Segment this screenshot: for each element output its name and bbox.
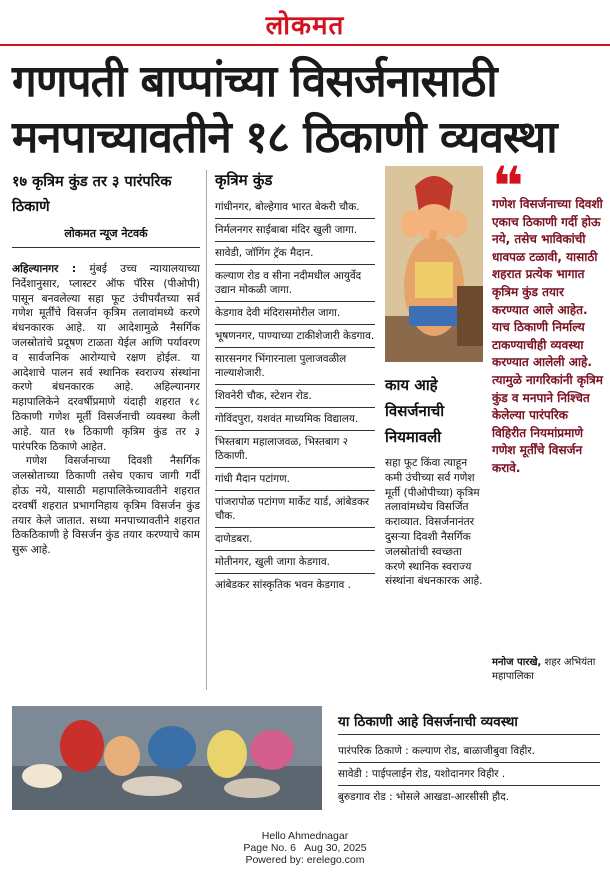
author-name: मनोज पारखे,	[492, 657, 542, 668]
list-item: गांधी मैदान पटांगण.	[215, 468, 375, 491]
footer-powered-by: Powered by: erelego.com	[245, 854, 365, 866]
quote-author	[492, 656, 604, 684]
immersion-illustration	[12, 706, 322, 810]
list-item: सारसनगर भिंगारनाला पुलाजवळील नाल्याशेजारी.	[215, 348, 375, 385]
list-item: पांजरापोळ पटांगण मार्केट यार्ड, आंबेडकर चौक.	[215, 491, 375, 528]
quote-mark-icon: ❝	[492, 155, 524, 218]
page-footer	[0, 830, 610, 866]
article-body	[12, 262, 200, 558]
list-item: शिवनेरी चौक, स्टेशन रोड.	[215, 385, 375, 408]
article-para-1: अहिल्यानगर : मुंबई उच्च न्यायालयाच्या निर्देशानुसार, प्लास्टर ऑफ पॅरिस (पीओपी) पासून बनवलेल्या सहा फूट उंचीपर्यंतच्या सर्व गणेश मूर्तींचे विसर्जन कृत्रिम तलावांमध्ये करणे बंधनकारक आहे. या आदेशामुळे नैसर्गिक जलस्रोतांचे प्रदूषण टाळता येईल आणि पर्यावरण व सार्वजनिक आरोग्याचे रक्षण होईल. या आदेशाचे पालन सर्व स्थानिक स्वराज्य संस्थांना करणे बंधनकारक आहे. अहिल्यानगर महापालिकेने दरवर्षीप्रमाणे यंदाही शहरात १८ ठिकाणी गणेश मूर्ती विसर्जनाची व्यवस्था केली आहे. यात १७ ठिकाणी कृत्रिम कुंड तर ३ पारंपरिक ठिकाणे आहेत.	[12, 263, 200, 453]
kund-list-title: कृत्रिम कुंड	[215, 171, 273, 189]
masthead-logo: लोकमत	[265, 11, 345, 41]
list-item: गांधीनगर, बोल्हेगाव भारत बेकरी चौक.	[215, 196, 375, 219]
ganesh-idol-illustration	[385, 166, 483, 362]
rules-body: सहा फूट किंवा त्याहून कमी उंचीच्या सर्व गणेश मूर्ती (पीओपीच्या) कृत्रिम तलावांमध्येच विसर्जित कराव्यात. विसर्जनानंतर दुसऱ्या दिवशी नैसर्गिक जलस्रोतांची स्वच्छता करणे स्थानिक स्वराज्य संस्थांना बंधनकारक आहे.	[385, 457, 483, 588]
list-item: मोतीनगर, खुली जागा केडगाव.	[215, 551, 375, 574]
list-item: दाणेडबरा.	[215, 528, 375, 551]
list-item: सावेडी, जॉगिंग ट्रॅक मैदान.	[215, 242, 375, 265]
list-item: बुरुडगाव रोड : भोसले आखडा-आरसीसी हौद.	[338, 791, 510, 803]
kund-list	[215, 196, 375, 596]
list-item: आंबेडकर सांस्कृतिक भवन केडगाव .	[215, 579, 351, 591]
pull-quote: गणेश विसर्जनाच्या दिवशी एकाच ठिकाणी गर्दी होऊ नये, तसेच भाविकांची धावपळ टळावी, यासाठी शहरात प्रत्येक भागात कृत्रिम कुंड तयार करण्यात आले आहेत. याच ठिकाणी निर्माल्य टाकण्याचीही व्यवस्था करण्यात आलेली आहे. त्यामुळे नागरिकांनी कृत्रिम कुंड व मनपाने निश्चित केलेल्या पारंपरिक विहिरीत नियमांप्रमाणे गणेश मूर्तींचे विसर्जन करावे.	[492, 197, 603, 475]
list-item: पारंपरिक ठिकाणे : कल्याण रोड, बाळाजीबुवा विहीर.	[338, 740, 600, 763]
masthead-rule	[0, 44, 610, 46]
immersion-photo	[12, 706, 322, 810]
article-para-2: गणेश विसर्जनाच्या दिवशी नैसर्गिक जलस्रोताच्या ठिकाणी तसेच एकाच जागी गर्दी होऊ नये, यासाठी महापालिकेच्यावतीने शहरात दरवर्षी शहरात प्रभागनिहाय कृत्रिम विसर्जन कुंड तयार केले जातात. सध्या मनपाच्यावतीने शहरात ठिकठिकाणी हे विसर्जन कुंड तयार करण्याचे काम सुरू आहे.	[12, 455, 200, 557]
headline: गणपती बाप्पांच्या विसर्जनासाठी मनपाच्यावतीने १८ ठिकाणी व्यवस्था	[12, 56, 557, 163]
footer-source: Hello Ahmednagar	[261, 830, 349, 842]
list-item: भूषणनगर, पाण्याच्या टाकीशेजारी केडगाव.	[215, 325, 375, 348]
list-item: निर्मलनगर साईबाबा मंदिर खुली जागा.	[215, 219, 375, 242]
dateline: अहिल्यानगर :	[12, 263, 77, 275]
ganesh-idol-photo	[385, 166, 483, 362]
list-item: केडगाव देवी मंदिरासमोरील जागा.	[215, 302, 375, 325]
column-divider	[206, 170, 207, 690]
footer-page-date: Page No. 6 Aug 30, 2025	[243, 842, 367, 854]
list-item: गोविंदपुरा, यशवंत माध्यमिक विद्यालय.	[215, 408, 375, 431]
traditional-box	[338, 740, 600, 808]
rules-title: काय आहे विसर्जनाची नियमावली	[385, 376, 445, 446]
traditional-box-title: या ठिकाणी आहे विसर्जनाची व्यवस्था	[338, 708, 600, 735]
author-title: शहर अभियंता महापालिका	[492, 657, 596, 682]
byline: लोकमत न्यूज नेटवर्क	[12, 226, 200, 248]
list-item: सावेडी : पाईपलाईन रोड, यशोदानगर विहीर .	[338, 763, 600, 786]
subheadline: १७ कृत्रिम कुंड तर ३ पारंपरिक ठिकाणे	[12, 174, 172, 215]
list-item: कल्याण रोड व सीना नदीमधील आयुर्वेद उद्यान मोकळी जागा.	[215, 265, 375, 302]
list-item: भिस्तबाग महालाजवळ, भिस्तबाग २ ठिकाणी.	[215, 431, 375, 468]
